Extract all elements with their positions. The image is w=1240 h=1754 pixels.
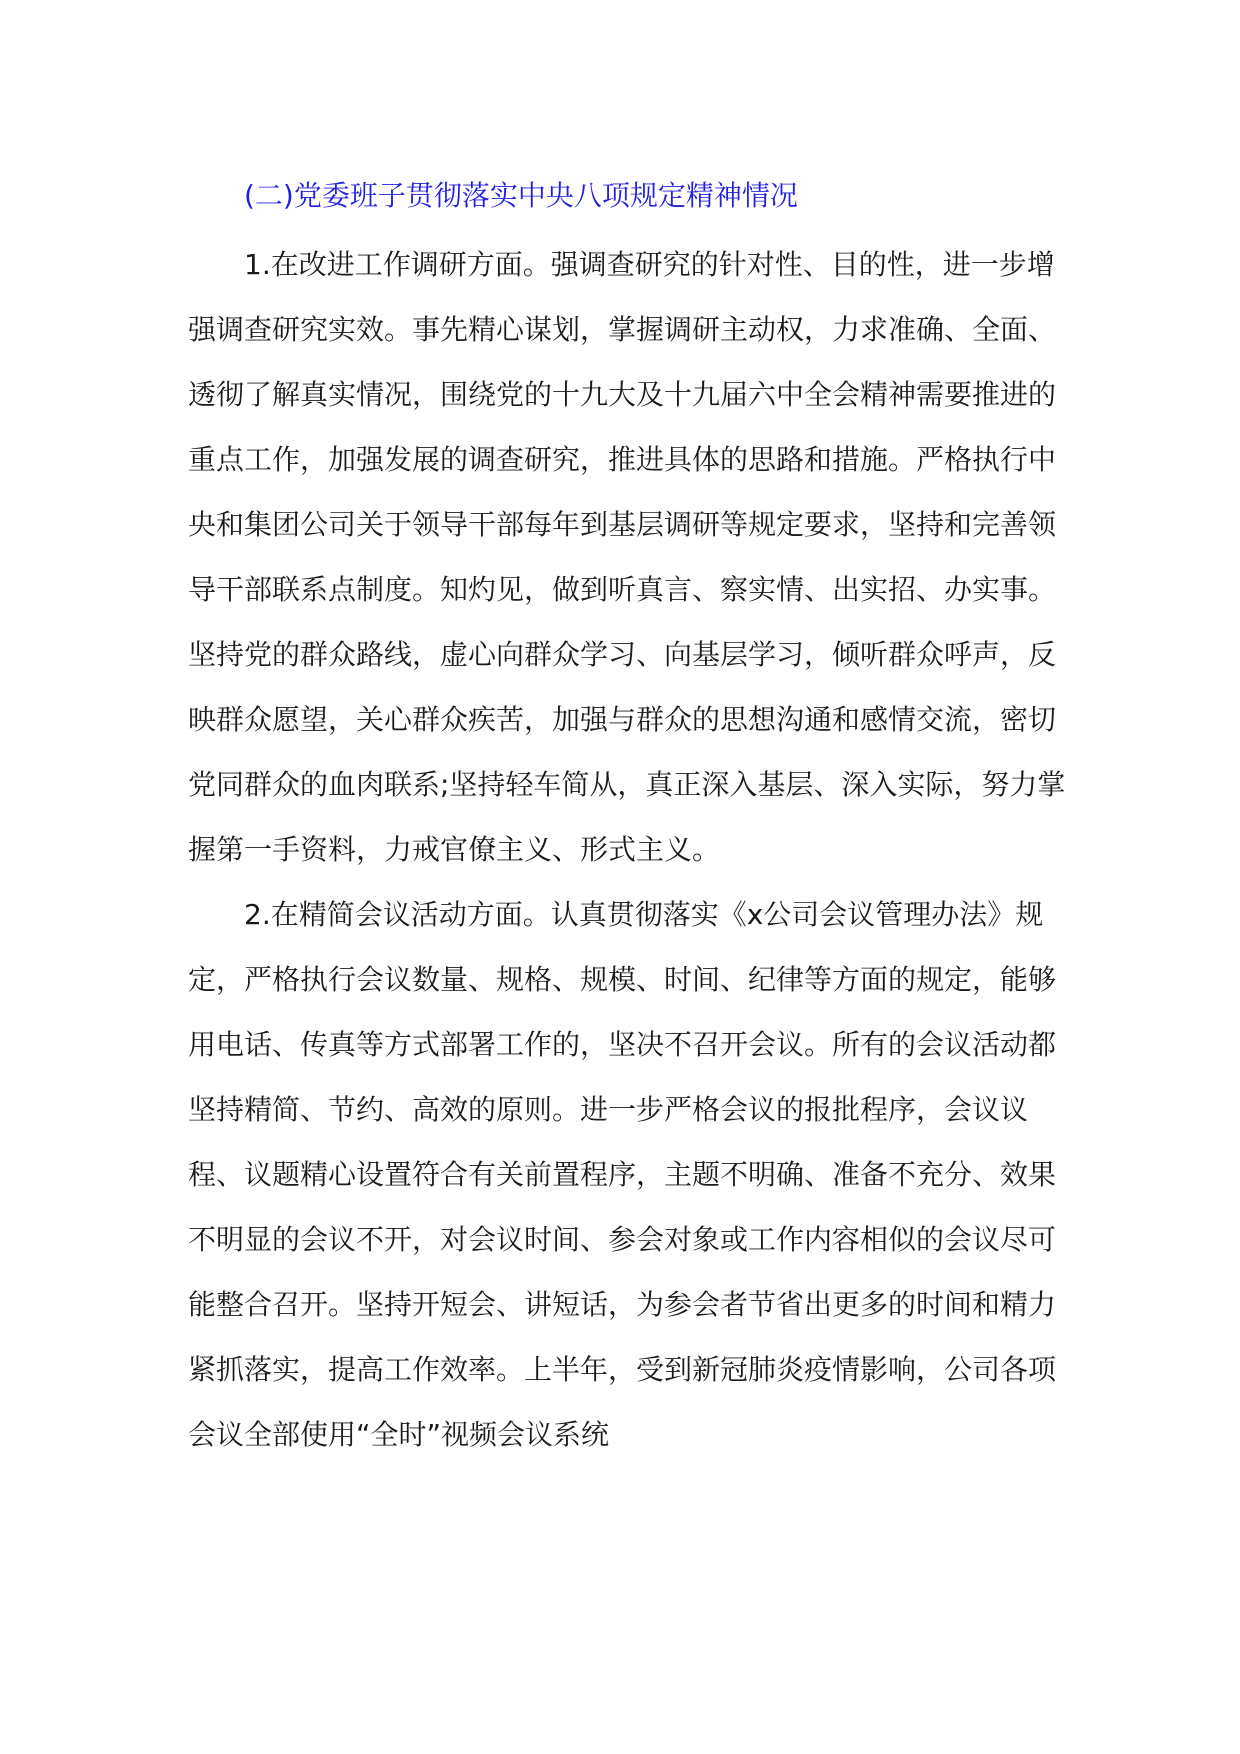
section-heading: (二)党委班子贯彻落实中央八项规定精神情况 [244,179,798,212]
document-body [188,160,1068,1467]
paragraph-research: 1.在改进工作调研方面。强调查研究的针对性、目的性，进一步增强调查研究实效。事先精心谋划，掌握调研主动权，力求准确、全面、透彻了解真实情况，围绕党的十九大及十九届六中全会精神需要推进的重点工作，加强发展的调查研究，推进具体的思路和措施。严格执行中央和集团公司关于领导干部每年到基层调研等规定要求，坚持和完善领导干部联系点制度。知灼见，做到听真言、察实情、出实招、办实事。坚持党的群众路线，虚心向群众学习、向基层学习，倾听群众呼声，反映群众愿望，关心群众疾苦，加强与群众的思想沟通和感情交流，密切党同群众的血肉联系;坚持轻车简从，真正深入基层、深入实际，努力掌握第一手资料，力戒官僚主义、形式主义。 [188,248,1066,866]
paragraph-meetings: 2.在精简会议活动方面。认真贯彻落实《x公司会议管理办法》规定，严格执行会议数量、规格、规模、时间、纪律等方面的规定，能够用电话、传真等方式部署工作的，坚决不召开会议。所有的会议活动都坚持精简、节约、高效的原则。进一步严格会议的报批程序，会议议程、议题精心设置符合有关前置程序，主题不明确、准备不充分、效果不明显的会议不开，对会议时间、参会对象或工作内容相似的会议尽可能整合召开。坚持开短会、讲短话，为参会者节省出更多的时间和精力紧抓落实，提高工作效率。上半年，受到新冠肺炎疫情影响，公司各项会议全部使用“全时”视频会议系统 [188,898,1057,1451]
